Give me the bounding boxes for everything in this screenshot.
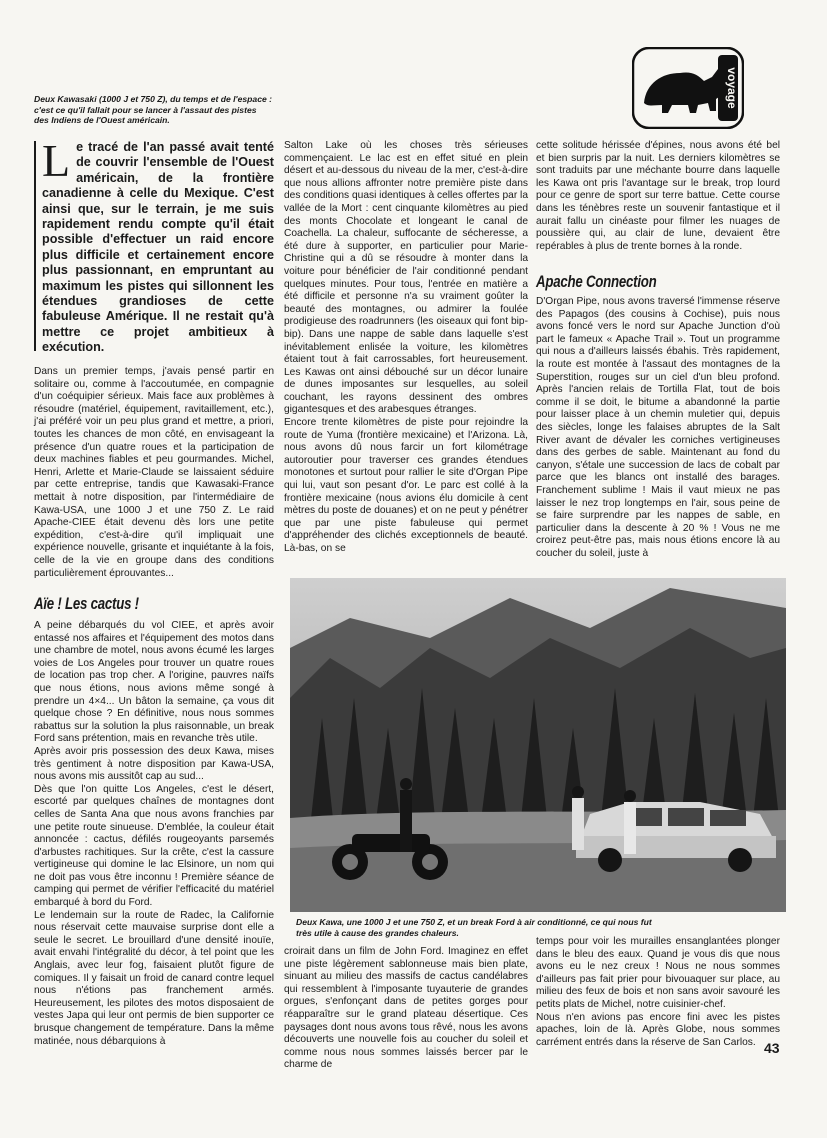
col2-paragraph-1: Salton Lake où les choses très sérieuses commençaient. Le lac est en effet situé en plein désert et au-dessous du niveau de la mer, c'est-à-dire que nous allions affronter notre première piste dans des conditions quasi identiques à celles offertes par la vallée de la Mort : cent cinquante kilomètres au pied des monts Chocolate et longeant le canal de Coachella. La chaleur, suffocante de sécheresse, a été dure à supporter, en particulier pour Marie-Christine qui a dû se résoudre à monter dans la voiture pour bénéficier de l'air conditionné pendant quelques minutes. Pour tous, l'entrée en matière a été difficile et personne n'a su vraiment goûter la beauté des montagnes, ou admirer la foulée prodigieuse des roadrunners (les oiseaux qui font bip-bip). Dans une nappe de sable dans laquelle s'est inévitablement enlisée la voiture, les kilomètres étaient tout à fait carrossables, fort heureusement. Les Kawas ont ainsi débouché sur un décor lunaire de dunes imposantes sur lesquelles, au soleil couchant, les rayons dessinent des ombres gigantesques et des arabesques étranges. xyxy=(284,140,528,416)
col2-lower-text xyxy=(284,946,528,1072)
top-photo-caption: Deux Kawasaki (1000 J et 750 Z), du temps et de l'espace : c'est ce qu'il fallait pour se lancer à l'assaut des pistes des Indiens de l'Ouest américain. xyxy=(34,94,272,126)
col1-bottom-p3: Dès que l'on quitte Los Angeles, c'est le désert, escorté par quelques chaînes de montagnes dont celles de Santa Ana que nous avons franchies par une petite route sinueuse. D'emblée, la couleur était annoncée : cactus, défilés rougeoyants parsemés d'arbustes rachitiques. Sur la crête, c'est la cassure vertigineuse qui domine le lac Elsinore, un nom qui ne doit pas vous être inconnu ! Première séance de camping qui permet de vérifier l'efficacité du matériel embarqué à bord du Ford. xyxy=(34,783,274,909)
col1-bottom-p1: A peine débarqués du vol CIEE, et après avoir entassé nos affaires et l'équipement des motos dans une chambre de motel, nous avons écumé les larges voies de Los Angeles pour trouver un quatre roues de location pas trop cher. A l'origine, pauvres naïfs que nous étions, nous avions même songé à prendre un 4×4... Un bâton la semaine, ça vous dit quelque chose ? En définitive, nous nous sommes rabattus sur la solution la plus raisonnable, un break Ford sans prétention, mais en revanche très utile. xyxy=(34,620,274,745)
intro-paragraph xyxy=(42,135,274,356)
col3-lower-p2: Nous n'en avions pas encore fini avec les pistes apaches, loin de là. Après Globe, nous sommes carrément entrés dans la réserve de San Carlos. xyxy=(536,1011,780,1048)
intro-block xyxy=(42,135,274,356)
col1-bottom-p2: Après avoir pris possession des deux Kawa, mises très gentiment à notre disposition par Kawa-USA, nous avons mis aussitôt cap au sud... xyxy=(34,745,274,783)
drop-cap: L xyxy=(42,135,71,186)
col3-lower-p1: temps pour voir les murailles ensanglantées plonger dans le bleu des eaux. Quand je vous dis que nous avons eu le nez creux ! Nous ne nous sommes d'ailleurs pas fait prier pour bivouaquer sur place, au milieu des feux de bois et non sans avoir savouré les petits plats de Michel, notre cuisinier-chef. xyxy=(536,936,780,1010)
col1-top-text xyxy=(34,366,274,580)
col3-bottom-paragraph: D'Organ Pipe, nous avons traversé l'immense réserve des Papagos (des cousins à Cochise), puis nous avons foncé vers le nord sur Apache Junction d'où part le fameux « Apache Trail ». Tout un programme qui nous a d'ailleurs laissés ébahis. Très rapidement, la route est montée à l'assaut des montagnes de la Superstition, rouges sur un ciel d'un bleu profond. Après l'ancien relais de Tortilla Flat, tout de bois comme il se doit, le bitume a abandonné la partie pour laisser place à un chemin muletier qui, depuis des siècles, longe les falaises abruptes de la Salt River avant de dévaler les corniches vertigineuses dans des gerbes de sable. Maintenant au fond du canyon, s'étale une succession de lacs de cobalt par parce que les blancs ont installé des barages. Franchement sublime ! Mais il vaut mieux ne pas laisser le nez trop longtemps en l'air, sous peine de se faire surprendre par les nappes de sable, en particulier dans la descente à 20 % ! Vous ne me croirez peut-être pas, mais nous étions encore là au coucher du soleil, juste à xyxy=(536,296,780,559)
page-number: 43 xyxy=(764,1040,780,1056)
heading-apache: Apache Connection xyxy=(536,272,657,291)
col2-lower-paragraph: croirait dans un film de John Ford. Imaginez en effet une piste légèrement sablonneuse mais bien plate, sinuant au milieu des massifs de cactus candélabres qui ressemblent à l'imposante tuyauterie de grandes orgues, s'enfonçant dans de petites gorges pour réapparaître sur le grand plateau désertique. Ces paysages dont nous avons tous rêvé, nous les avons découverts une nouvelle fois au coucher du soleil et comme nous nous sommes laissés bercer par le charme de xyxy=(284,946,528,1071)
col3-lower-text xyxy=(536,936,780,1049)
heading-cactus: Aïe ! Les cactus ! xyxy=(34,594,139,613)
logo-word: voyage xyxy=(725,67,739,109)
voyage-logo xyxy=(632,47,744,129)
col1-bottom-p4: Le lendemain sur la route de Radec, la Californie nous réservait cette mauvaise surprise dont elle a seule le secret. Le brouillard d'une densité inouïe, avait envahi l'intégralité du décor, à tel point que les Anglais, avec leur fog, faisaient plutôt figure de comiques. Il y faisait un froid de canard contre lequel nous n'étions pas franchement armés. Heureusement, les pilotes des motos disposaient de vestes Japa qui leur ont permis de bien supporter ce brusque changement de température. Dans la même matinée, nous débarquions à xyxy=(34,909,274,1047)
col2-top-text xyxy=(284,140,528,556)
intro-text: e tracé de l'an passé avait tenté de couvrir l'ensemble de l'Ouest américain, de la frontière canadienne à celle du Mexique. C'est ainsi que, sur le terrain, je me suis rapidement rendu compte qu'il était possible d'effectuer un raid encore plus difficile et certainement encore plus passionnant, en empruntant au maximum les pistes qui sillonnent les étendues grandioses de cette fabuleuse Amérique. Il ne restait qu'à mettre ce projet ambitieux à exécution. xyxy=(42,140,274,355)
col1-paragraph: Dans un premier temps, j'avais pensé partir en solitaire ou, comme à l'accoutumée, en compagnie d'un coéquipier sérieux. Mais face aux problèmes à résoudre (matériel, équipement, ravitaillement, etc.), j'ai préféré voir un peu plus grand et mettre, a priori, toutes les chances de mon côté, en envisageant la présence d'un quatre roues et la participation de deux machines fiables et peu gourmandes. Michel, Henri, Arlette et Marie-Claude se laissaient séduire par cette entreprise, tandis que Kawasaki-France mettait à notre disposition, par l'intermédiaire de Kawa-USA, une 1000 J et une 750 Z. Le raid Apache-CIEE était devenu dès lors une petite expédition, c'est-à-dire qu'il impliquait une expérience nouvelle, grisante et inquiétante à la fois, celle de la vie en groupe dans des conditions particulièrement éprouvantes... xyxy=(34,366,274,579)
col3-bottom-text xyxy=(536,296,780,560)
forest-photo xyxy=(290,578,786,912)
col3-top-text xyxy=(536,140,780,253)
photo-caption: Deux Kawa, une 1000 J et une 750 Z, et un break Ford à air conditionné, ce qui nous fut très utile à cause des grandes chaleurs. xyxy=(296,917,652,938)
col2-paragraph-2: Encore trente kilomètres de piste pour rejoindre la route de Yuma (frontière mexicaine) et l'Arizona. Là, nous avons dû nous farcir un fort kilométrage autoroutier pour traverser ces grandes étendues monotones et surtout pour rallier le site d'Organ Pipe qui lui, vaut son pesant d'or. Le parc est collé à la frontière mexicaine (nous avions élu domicile à cent mètres du poste de douanes) et on ne peut y pénétrer que par une piste fabuleuse qui permet d'appréhender des clichés exceptionnels de beauté. Là-bas, on se xyxy=(284,417,528,554)
col1-bottom-text xyxy=(34,620,274,1048)
intro-rule xyxy=(34,141,39,351)
col3-paragraph: cette solitude hérissée d'épines, nous avons été bel et bien surpris par la nuit. Les derniers kilomètres se sont traduits par une méchante bourre dans laquelle les Kawa ont pris l'avantage sur le break, trop lourd pour ce genre de sport sur terre battue. Cette course dans les ténèbres reste un souvenir fantastique et il aurait fallu un cinéaste pour filmer les nuages de poussière qui, au clair de lune, devaient être repérables à plus de trente bornes à la ronde. xyxy=(536,140,780,252)
